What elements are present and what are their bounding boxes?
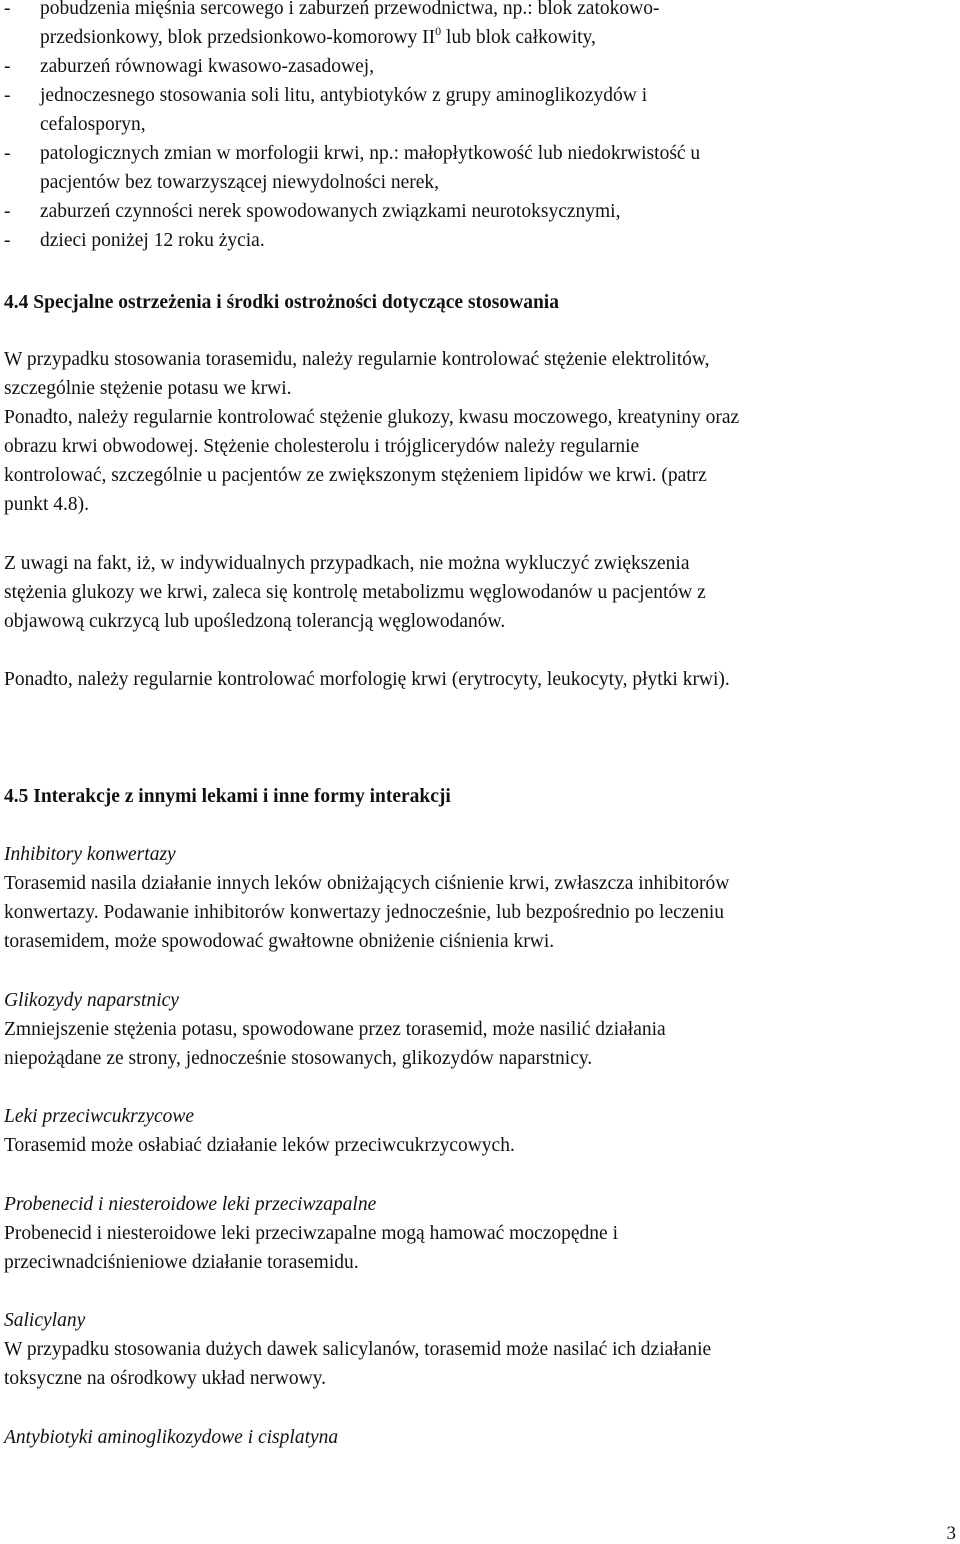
paragraph-line: obrazu krwi obwodowej. Stężenie cholesterolu i trójglicerydów należy regularnie	[4, 436, 640, 457]
list-item-text: cefalosporyn,	[40, 114, 146, 135]
paragraph-line: W przypadku stosowania torasemidu, należy regularnie kontrolować stężenie elektrolitów,	[4, 349, 710, 370]
interaction-title: Inhibitory konwertazy	[4, 844, 176, 865]
list-item-text: zaburzeń czynności nerek spowodowanych związkami neurotoksycznymi,	[40, 201, 621, 222]
paragraph-line: niepożądane ze strony, jednocześnie stosowanych, glikozydów naparstnicy.	[4, 1048, 593, 1069]
paragraph-line: kontrolować, szczególnie u pacjentów ze zwiększonym stężeniem lipidów we krwi. (patrz	[4, 465, 707, 486]
paragraph-line: objawową cukrzycą lub upośledzoną tolerancją węglowodanów.	[4, 611, 506, 632]
section-4-4-heading: 4.4 Specjalne ostrzeżenia i środki ostrożności dotyczące stosowania	[4, 292, 559, 313]
paragraph-line: W przypadku stosowania dużych dawek salicylanów, torasemid może nasilać ich działanie	[4, 1339, 712, 1360]
list-dash: -	[4, 143, 11, 164]
list-item-text: lub blok całkowity,	[441, 27, 596, 48]
page-number: 3	[946, 1523, 956, 1544]
section-4-4-paragraph-3: Ponadto, należy regularnie kontrolować morfologię krwi (erytrocyty, leukocyty, płytki krwi).	[4, 669, 730, 690]
interaction-title: Antybiotyki aminoglikozydowe i cisplatyna	[4, 1427, 339, 1448]
list-item-continuation	[40, 168, 439, 197]
list-dash: -	[4, 85, 11, 106]
list-dash: -	[4, 230, 11, 251]
section-4-5-heading: 4.5 Interakcje z innymi lekami i inne formy interakcji	[4, 786, 451, 807]
interaction-title: Salicylany	[4, 1310, 86, 1331]
interaction-title: Probenecid i niesteroidowe leki przeciwzapalne	[4, 1194, 377, 1215]
paragraph-line: Z uwagi na fakt, iż, w indywidualnych przypadkach, nie można wykluczyć zwiększenia	[4, 553, 690, 574]
interaction-title: Glikozydy naparstnicy	[4, 990, 179, 1011]
list-item-text: pobudzenia mięśnia sercowego i zaburzeń przewodnictwa, np.: blok zatokowo-	[40, 0, 660, 19]
paragraph-line: punkt 4.8).	[4, 494, 90, 515]
paragraph-line: przeciwnadciśnieniowe działanie torasemidu.	[4, 1252, 359, 1273]
list-item-continuation	[40, 110, 146, 139]
paragraph-line: toksyczne na ośrodkowy układ nerwowy.	[4, 1368, 327, 1389]
list-item-text: dzieci poniżej 12 roku życia.	[40, 230, 265, 251]
paragraph-line: szczególnie stężenie potasu we krwi.	[4, 378, 292, 399]
list-dash: -	[4, 201, 11, 222]
list-item-text: pacjentów bez towarzyszącej niewydolności nerek,	[40, 172, 440, 193]
list-item-text: patologicznych zmian w morfologii krwi, np.: małopłytkowość lub niedokrwistość u	[40, 143, 701, 164]
superscript: 0	[435, 24, 442, 38]
paragraph-line: Probenecid i niesteroidowe leki przeciwzapalne mogą hamować moczopędne i	[4, 1223, 619, 1244]
paragraph-line: Torasemid może osłabiać działanie leków przeciwcukrzycowych.	[4, 1135, 515, 1156]
list-item-continuation	[40, 23, 596, 52]
list-item-text: przedsionkowy, blok przedsionkowo-komorowy II	[40, 27, 436, 48]
paragraph-line: Zmniejszenie stężenia potasu, spowodowane przez torasemid, może nasilić działania	[4, 1019, 666, 1040]
paragraph-line: konwertazy. Podawanie inhibitorów konwertazy jednocześnie, lub bezpośrednio po leczeniu	[4, 902, 724, 923]
paragraph-line: torasemidem, może spowodować gwałtowne obniżenie ciśnienia krwi.	[4, 931, 555, 952]
paragraph-line: Torasemid nasila działanie innych leków obniżających ciśnienie krwi, zwłaszcza inhibitorów	[4, 873, 730, 894]
paragraph-line: Ponadto, należy regularnie kontrolować stężenie glukozy, kwasu moczowego, kreatyniny oraz	[4, 407, 740, 428]
interaction-title: Leki przeciwcukrzycowe	[4, 1106, 195, 1127]
list-item-text: zaburzeń równowagi kwasowo-zasadowej,	[40, 56, 375, 77]
list-dash: -	[4, 0, 11, 19]
list-item-text: jednoczesnego stosowania soli litu, antybiotyków z grupy aminoglikozydów i	[40, 85, 648, 106]
paragraph-line: stężenia glukozy we krwi, zaleca się kontrolę metabolizmu węglowodanów u pacjentów z	[4, 582, 706, 603]
list-dash: -	[4, 56, 11, 77]
